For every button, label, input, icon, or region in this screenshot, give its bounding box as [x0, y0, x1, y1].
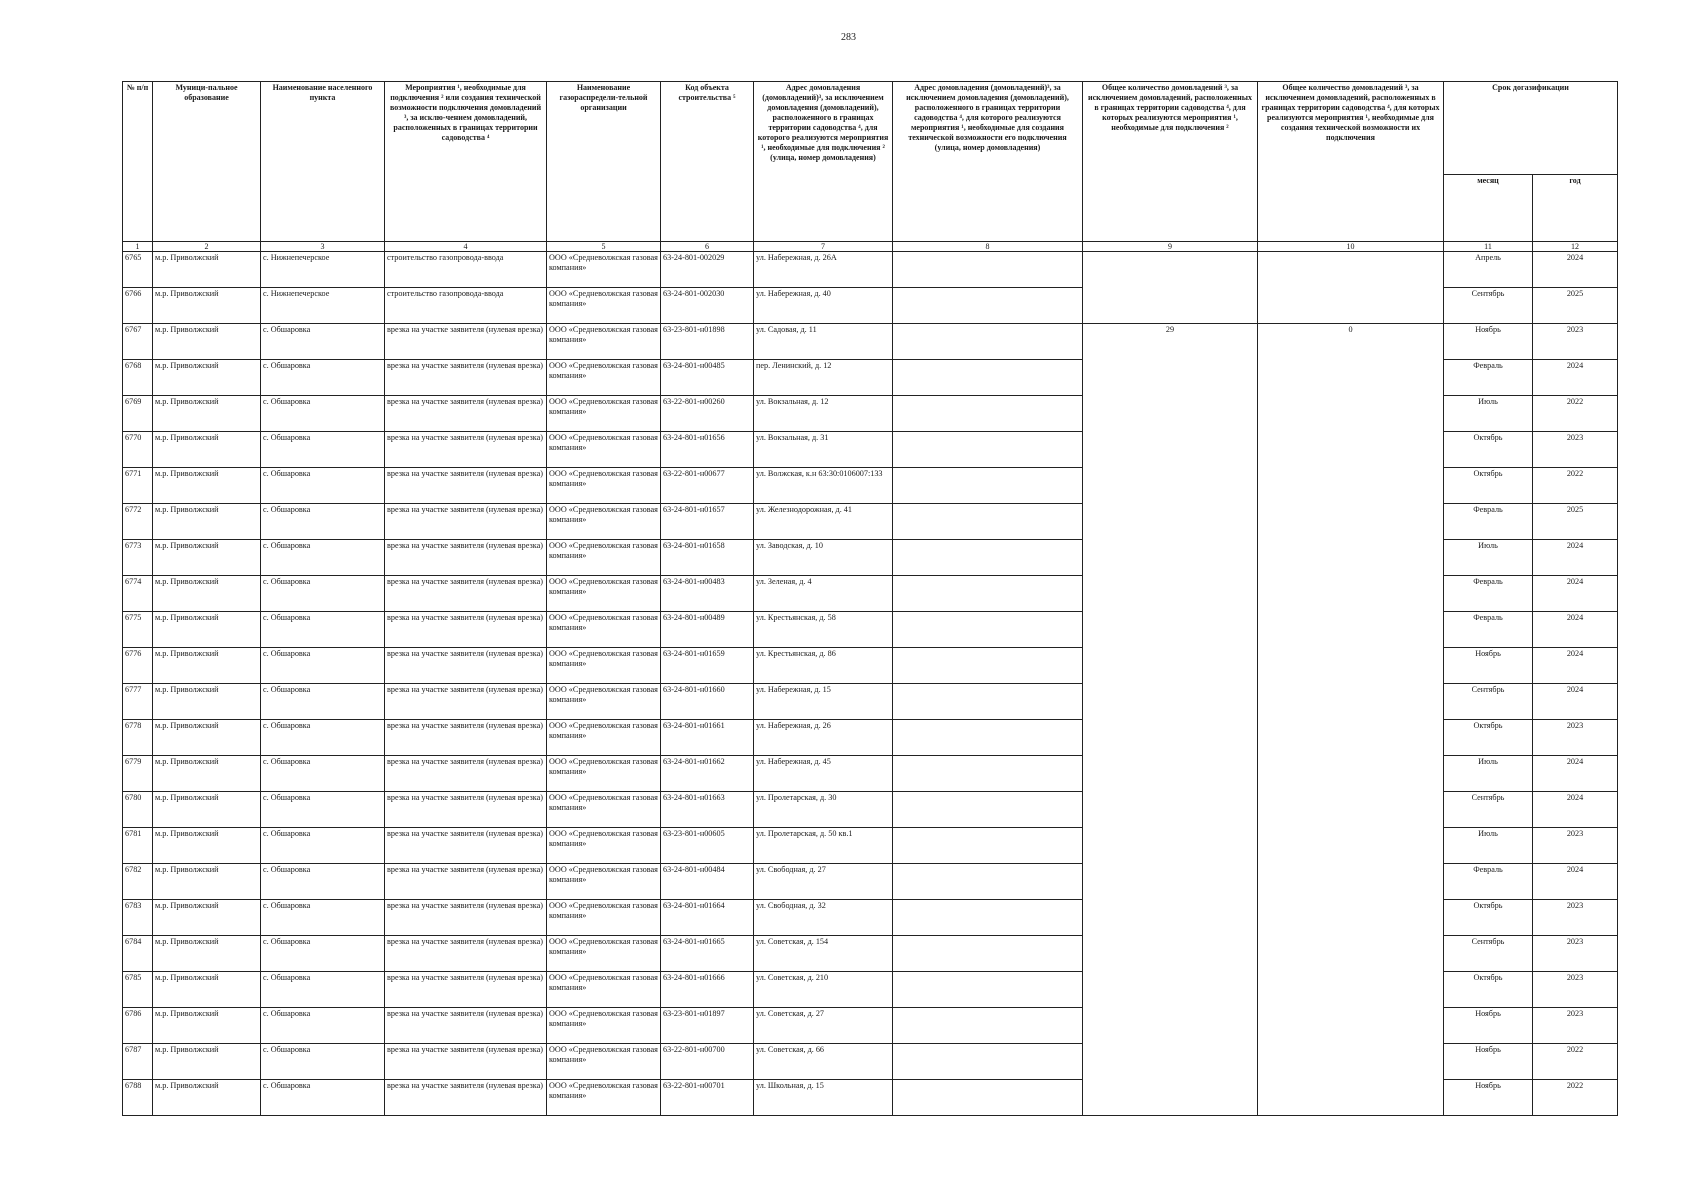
locality-cell: с. Обшаровка	[261, 1080, 385, 1116]
object-code-cell: 63-24-801-002029	[661, 252, 754, 288]
object-code-cell: 63-24-801-н01656	[661, 432, 754, 468]
month-cell: Ноябрь	[1444, 1080, 1533, 1116]
organization-cell: ООО «Средневолжская газовая компания»	[547, 396, 661, 432]
locality-cell: с. Обшаровка	[261, 396, 385, 432]
organization-cell: ООО «Средневолжская газовая компания»	[547, 936, 661, 972]
municipality-cell: м.р. Приволжский	[153, 1008, 261, 1044]
object-code-cell: 63-24-801-н01662	[661, 756, 754, 792]
gasification-register-table	[122, 81, 1618, 1116]
organization-cell: ООО «Средневолжская газовая компания»	[547, 360, 661, 396]
municipality-cell: м.р. Приволжский	[153, 648, 261, 684]
row-number: 6784	[123, 936, 153, 972]
organization-cell: ООО «Средневолжская газовая компания»	[547, 828, 661, 864]
activity-cell: врезка на участке заявителя (нулевая врезка)	[385, 756, 547, 792]
header-address-tech: Адрес домовладения (домовладений)³, за исключением домовладения (домовладений), расположенного в границах территории садоводства ⁴, для которого реализуются мероприятия ¹, необходимые для создания технической возможности его подключения (улица, номер домовладения)	[893, 82, 1083, 242]
month-cell: Ноябрь	[1444, 1008, 1533, 1044]
locality-cell: с. Обшаровка	[261, 576, 385, 612]
activity-cell: врезка на участке заявителя (нулевая врезка)	[385, 504, 547, 540]
month-cell: Октябрь	[1444, 432, 1533, 468]
organization-cell: ООО «Средневолжская газовая компания»	[547, 468, 661, 504]
organization-cell: ООО «Средневолжская газовая компания»	[547, 1080, 661, 1116]
address-cell: ул. Вокзальная, д. 12	[754, 396, 893, 432]
object-code-cell: 63-24-801-н01666	[661, 972, 754, 1008]
locality-cell: с. Обшаровка	[261, 1008, 385, 1044]
address-tech-cell	[893, 252, 1083, 288]
month-cell: Сентябрь	[1444, 684, 1533, 720]
year-cell: 2023	[1533, 936, 1618, 972]
header-count-connection: Общее количество домовладений ³, за исключением домовладений, расположенных в границах территории садоводства ⁴, для которых реализуются мероприятия ¹, необходимые для подключения ²	[1083, 82, 1258, 242]
activity-cell: врезка на участке заявителя (нулевая врезка)	[385, 468, 547, 504]
address-cell: ул. Набережная, д. 40	[754, 288, 893, 324]
column-number: 4	[385, 242, 547, 252]
municipality-cell: м.р. Приволжский	[153, 756, 261, 792]
column-number: 6	[661, 242, 754, 252]
organization-cell: ООО «Средневолжская газовая компания»	[547, 504, 661, 540]
address-tech-cell	[893, 612, 1083, 648]
object-code-cell: 63-22-801-н00260	[661, 396, 754, 432]
address-tech-cell	[893, 864, 1083, 900]
organization-cell: ООО «Средневолжская газовая компания»	[547, 612, 661, 648]
organization-cell: ООО «Средневолжская газовая компания»	[547, 684, 661, 720]
month-cell: Сентябрь	[1444, 288, 1533, 324]
activity-cell: врезка на участке заявителя (нулевая врезка)	[385, 540, 547, 576]
address-cell: ул. Пролетарская, д. 30	[754, 792, 893, 828]
table-row	[123, 252, 1618, 288]
month-cell: Октябрь	[1444, 972, 1533, 1008]
row-number: 6765	[123, 252, 153, 288]
row-number: 6769	[123, 396, 153, 432]
organization-cell: ООО «Средневолжская газовая компания»	[547, 540, 661, 576]
locality-cell: с. Обшаровка	[261, 648, 385, 684]
activity-cell: врезка на участке заявителя (нулевая врезка)	[385, 1008, 547, 1044]
address-cell: ул. Зеленая, д. 4	[754, 576, 893, 612]
row-number: 6783	[123, 900, 153, 936]
address-cell: ул. Волжская, к.н 63:30:0106007:133	[754, 468, 893, 504]
table-header	[123, 82, 1618, 252]
municipality-cell: м.р. Приволжский	[153, 936, 261, 972]
year-cell: 2024	[1533, 684, 1618, 720]
activity-cell: врезка на участке заявителя (нулевая врезка)	[385, 684, 547, 720]
row-number: 6770	[123, 432, 153, 468]
row-number: 6781	[123, 828, 153, 864]
activity-cell: врезка на участке заявителя (нулевая врезка)	[385, 792, 547, 828]
row-number: 6782	[123, 864, 153, 900]
municipality-cell: м.р. Приволжский	[153, 720, 261, 756]
organization-cell: ООО «Средневолжская газовая компания»	[547, 864, 661, 900]
row-number: 6778	[123, 720, 153, 756]
address-tech-cell	[893, 288, 1083, 324]
address-cell: ул. Пролетарская, д. 50 кв.1	[754, 828, 893, 864]
activity-cell: строительство газопровода-ввода	[385, 252, 547, 288]
year-cell: 2024	[1533, 576, 1618, 612]
object-code-cell: 63-24-801-н01663	[661, 792, 754, 828]
row-number: 6786	[123, 1008, 153, 1044]
month-cell: Ноябрь	[1444, 648, 1533, 684]
year-cell: 2024	[1533, 792, 1618, 828]
year-cell: 2022	[1533, 468, 1618, 504]
locality-cell: с. Обшаровка	[261, 540, 385, 576]
locality-cell: с. Обшаровка	[261, 504, 385, 540]
table-row	[123, 324, 1618, 360]
locality-cell: с. Обшаровка	[261, 936, 385, 972]
municipality-cell: м.р. Приволжский	[153, 432, 261, 468]
locality-cell: с. Обшаровка	[261, 468, 385, 504]
object-code-cell: 63-24-801-н01661	[661, 720, 754, 756]
organization-cell: ООО «Средневолжская газовая компания»	[547, 432, 661, 468]
row-number: 6780	[123, 792, 153, 828]
activity-cell: врезка на участке заявителя (нулевая врезка)	[385, 1080, 547, 1116]
count-tech-cell: 0	[1258, 324, 1444, 1116]
header-year: год	[1533, 175, 1618, 242]
address-cell: ул. Железнодорожная, д. 41	[754, 504, 893, 540]
header-row-number: № п/п	[123, 82, 153, 242]
address-tech-cell	[893, 396, 1083, 432]
year-cell: 2025	[1533, 288, 1618, 324]
month-cell: Февраль	[1444, 864, 1533, 900]
month-cell: Октябрь	[1444, 720, 1533, 756]
row-number: 6768	[123, 360, 153, 396]
address-cell: ул. Свободная, д. 32	[754, 900, 893, 936]
address-tech-cell	[893, 576, 1083, 612]
year-cell: 2024	[1533, 360, 1618, 396]
municipality-cell: м.р. Приволжский	[153, 540, 261, 576]
locality-cell: с. Обшаровка	[261, 720, 385, 756]
municipality-cell: м.р. Приволжский	[153, 576, 261, 612]
locality-cell: с. Нижнепечерское	[261, 252, 385, 288]
municipality-cell: м.р. Приволжский	[153, 396, 261, 432]
object-code-cell: 63-24-801-002030	[661, 288, 754, 324]
year-cell: 2024	[1533, 864, 1618, 900]
address-tech-cell	[893, 828, 1083, 864]
column-number: 10	[1258, 242, 1444, 252]
column-number: 5	[547, 242, 661, 252]
address-cell: ул. Набережная, д. 26А	[754, 252, 893, 288]
activity-cell: врезка на участке заявителя (нулевая врезка)	[385, 828, 547, 864]
header-address-connection: Адрес домовладения (домовладений)³, за исключением домовладения (домовладений), расположенного в границах территории садоводства ⁴, для которого реализуются мероприятия ¹, необходимые для подключения ² (улица, номер домовладения)	[754, 82, 893, 242]
address-cell: ул. Набережная, д. 45	[754, 756, 893, 792]
month-cell: Февраль	[1444, 360, 1533, 396]
month-cell: Июль	[1444, 756, 1533, 792]
organization-cell: ООО «Средневолжская газовая компания»	[547, 972, 661, 1008]
organization-cell: ООО «Средневолжская газовая компания»	[547, 324, 661, 360]
activity-cell: врезка на участке заявителя (нулевая врезка)	[385, 576, 547, 612]
address-cell: ул. Набережная, д. 26	[754, 720, 893, 756]
object-code-cell: 63-23-801-н01898	[661, 324, 754, 360]
municipality-cell: м.р. Приволжский	[153, 828, 261, 864]
organization-cell: ООО «Средневолжская газовая компания»	[547, 756, 661, 792]
municipality-cell: м.р. Приволжский	[153, 360, 261, 396]
header-activities: Мероприятия ¹, необходимые для подключения ² или создания технической возможности подключения домовладений ³, за исклю-чением домовладений, расположенных в границах территории садоводства ⁴	[385, 82, 547, 242]
municipality-cell: м.р. Приволжский	[153, 792, 261, 828]
municipality-cell: м.р. Приволжский	[153, 612, 261, 648]
object-code-cell: 63-23-801-н01897	[661, 1008, 754, 1044]
object-code-cell: 63-24-801-н00484	[661, 864, 754, 900]
object-code-cell: 63-24-801-н01658	[661, 540, 754, 576]
year-cell: 2025	[1533, 504, 1618, 540]
row-number: 6773	[123, 540, 153, 576]
address-tech-cell	[893, 360, 1083, 396]
activity-cell: врезка на участке заявителя (нулевая врезка)	[385, 900, 547, 936]
month-cell: Июль	[1444, 540, 1533, 576]
row-number: 6777	[123, 684, 153, 720]
count-connection-cell: 29	[1083, 324, 1258, 1116]
activity-cell: врезка на участке заявителя (нулевая врезка)	[385, 1044, 547, 1080]
activity-cell: врезка на участке заявителя (нулевая врезка)	[385, 324, 547, 360]
organization-cell: ООО «Средневолжская газовая компания»	[547, 576, 661, 612]
column-number: 11	[1444, 242, 1533, 252]
object-code-cell: 63-22-801-н00700	[661, 1044, 754, 1080]
organization-cell: ООО «Средневолжская газовая компания»	[547, 1008, 661, 1044]
month-cell: Июль	[1444, 828, 1533, 864]
address-cell: ул. Крестьянская, д. 86	[754, 648, 893, 684]
address-tech-cell	[893, 756, 1083, 792]
activity-cell: врезка на участке заявителя (нулевая врезка)	[385, 936, 547, 972]
header-municipality: Муници-пальное образование	[153, 82, 261, 242]
organization-cell: ООО «Средневолжская газовая компания»	[547, 252, 661, 288]
row-number: 6771	[123, 468, 153, 504]
address-tech-cell	[893, 684, 1083, 720]
month-cell: Апрель	[1444, 252, 1533, 288]
address-cell: ул. Вокзальная, д. 31	[754, 432, 893, 468]
row-number: 6767	[123, 324, 153, 360]
column-number: 7	[754, 242, 893, 252]
address-tech-cell	[893, 504, 1083, 540]
address-tech-cell	[893, 1044, 1083, 1080]
organization-cell: ООО «Средневолжская газовая компания»	[547, 900, 661, 936]
column-number: 2	[153, 242, 261, 252]
address-cell: ул. Крестьянская, д. 58	[754, 612, 893, 648]
locality-cell: с. Обшаровка	[261, 900, 385, 936]
month-cell: Февраль	[1444, 504, 1533, 540]
activity-cell: врезка на участке заявителя (нулевая врезка)	[385, 972, 547, 1008]
object-code-cell: 63-24-801-н01657	[661, 504, 754, 540]
object-code-cell: 63-24-801-н00483	[661, 576, 754, 612]
year-cell: 2022	[1533, 1044, 1618, 1080]
object-code-cell: 63-23-801-н00605	[661, 828, 754, 864]
address-tech-cell	[893, 468, 1083, 504]
municipality-cell: м.р. Приволжский	[153, 288, 261, 324]
locality-cell: с. Обшаровка	[261, 828, 385, 864]
row-number: 6787	[123, 1044, 153, 1080]
activity-cell: врезка на участке заявителя (нулевая врезка)	[385, 360, 547, 396]
activity-cell: врезка на участке заявителя (нулевая врезка)	[385, 432, 547, 468]
year-cell: 2024	[1533, 252, 1618, 288]
address-cell: ул. Свободная, д. 27	[754, 864, 893, 900]
header-month: месяц	[1444, 175, 1533, 242]
year-cell: 2022	[1533, 1080, 1618, 1116]
municipality-cell: м.р. Приволжский	[153, 324, 261, 360]
month-cell: Февраль	[1444, 612, 1533, 648]
column-number: 1	[123, 242, 153, 252]
municipality-cell: м.р. Приволжский	[153, 1080, 261, 1116]
locality-cell: с. Обшаровка	[261, 864, 385, 900]
municipality-cell: м.р. Приволжский	[153, 900, 261, 936]
activity-cell: врезка на участке заявителя (нулевая врезка)	[385, 864, 547, 900]
column-number: 12	[1533, 242, 1618, 252]
year-cell: 2024	[1533, 540, 1618, 576]
row-number: 6766	[123, 288, 153, 324]
row-number: 6775	[123, 612, 153, 648]
address-tech-cell	[893, 972, 1083, 1008]
header-gasification-term: Срок догазификации	[1444, 82, 1618, 175]
year-cell: 2023	[1533, 720, 1618, 756]
locality-cell: с. Обшаровка	[261, 792, 385, 828]
header-object-code: Код объекта строительства ⁵	[661, 82, 754, 242]
year-cell: 2023	[1533, 828, 1618, 864]
address-cell: ул. Советская, д. 210	[754, 972, 893, 1008]
month-cell: Октябрь	[1444, 468, 1533, 504]
address-cell: ул. Советская, д. 27	[754, 1008, 893, 1044]
month-cell: Февраль	[1444, 576, 1533, 612]
organization-cell: ООО «Средневолжская газовая компания»	[547, 1044, 661, 1080]
municipality-cell: м.р. Приволжский	[153, 972, 261, 1008]
year-cell: 2024	[1533, 756, 1618, 792]
column-number: 8	[893, 242, 1083, 252]
year-cell: 2024	[1533, 612, 1618, 648]
locality-cell: с. Обшаровка	[261, 432, 385, 468]
locality-cell: с. Обшаровка	[261, 1044, 385, 1080]
year-cell: 2023	[1533, 432, 1618, 468]
locality-cell: с. Обшаровка	[261, 756, 385, 792]
count-tech-cell	[1258, 252, 1444, 324]
address-tech-cell	[893, 792, 1083, 828]
address-cell: ул. Советская, д. 66	[754, 1044, 893, 1080]
address-tech-cell	[893, 432, 1083, 468]
locality-cell: с. Обшаровка	[261, 612, 385, 648]
address-tech-cell	[893, 540, 1083, 576]
page-number: 283	[841, 32, 856, 43]
object-code-cell: 63-24-801-н01664	[661, 900, 754, 936]
address-tech-cell	[893, 1080, 1083, 1116]
activity-cell: врезка на участке заявителя (нулевая врезка)	[385, 396, 547, 432]
object-code-cell: 63-22-801-н00701	[661, 1080, 754, 1116]
object-code-cell: 63-24-801-н01660	[661, 684, 754, 720]
column-number: 3	[261, 242, 385, 252]
organization-cell: ООО «Средневолжская газовая компания»	[547, 288, 661, 324]
locality-cell: с. Обшаровка	[261, 684, 385, 720]
row-number: 6774	[123, 576, 153, 612]
address-cell: ул. Школьная, д. 15	[754, 1080, 893, 1116]
address-cell: пер. Ленинский, д. 12	[754, 360, 893, 396]
municipality-cell: м.р. Приволжский	[153, 504, 261, 540]
header-organization: Наименование газораспредели-тельной организации	[547, 82, 661, 242]
year-cell: 2022	[1533, 396, 1618, 432]
row-number: 6776	[123, 648, 153, 684]
year-cell: 2023	[1533, 1008, 1618, 1044]
month-cell: Ноябрь	[1444, 1044, 1533, 1080]
address-tech-cell	[893, 936, 1083, 972]
object-code-cell: 63-24-801-н01665	[661, 936, 754, 972]
address-cell: ул. Садовая, д. 11	[754, 324, 893, 360]
address-cell: ул. Набережная, д. 15	[754, 684, 893, 720]
row-number: 6785	[123, 972, 153, 1008]
year-cell: 2023	[1533, 972, 1618, 1008]
column-number: 9	[1083, 242, 1258, 252]
row-number: 6788	[123, 1080, 153, 1116]
address-cell: ул. Заводская, д. 10	[754, 540, 893, 576]
municipality-cell: м.р. Приволжский	[153, 864, 261, 900]
row-number: 6779	[123, 756, 153, 792]
object-code-cell: 63-24-801-н01659	[661, 648, 754, 684]
address-tech-cell	[893, 1008, 1083, 1044]
locality-cell: с. Нижнепечерское	[261, 288, 385, 324]
organization-cell: ООО «Средневолжская газовая компания»	[547, 648, 661, 684]
row-number: 6772	[123, 504, 153, 540]
year-cell: 2023	[1533, 324, 1618, 360]
column-numbers-row	[123, 242, 1618, 252]
month-cell: Октябрь	[1444, 900, 1533, 936]
count-connection-cell	[1083, 252, 1258, 324]
address-cell: ул. Советская, д. 154	[754, 936, 893, 972]
municipality-cell: м.р. Приволжский	[153, 252, 261, 288]
month-cell: Сентябрь	[1444, 936, 1533, 972]
month-cell: Ноябрь	[1444, 324, 1533, 360]
address-tech-cell	[893, 900, 1083, 936]
address-tech-cell	[893, 324, 1083, 360]
month-cell: Июль	[1444, 396, 1533, 432]
header-count-tech: Общее количество домовладений ³, за исключением домовладений, расположенных в границах территории садоводства ⁴, для которых реализуются мероприятия ¹, необходимые для создания технической возможности их подключения	[1258, 82, 1444, 242]
locality-cell: с. Обшаровка	[261, 972, 385, 1008]
address-tech-cell	[893, 648, 1083, 684]
year-cell: 2023	[1533, 900, 1618, 936]
header-locality: Наименование населенного пункта	[261, 82, 385, 242]
year-cell: 2024	[1533, 648, 1618, 684]
municipality-cell: м.р. Приволжский	[153, 468, 261, 504]
activity-cell: врезка на участке заявителя (нулевая врезка)	[385, 720, 547, 756]
municipality-cell: м.р. Приволжский	[153, 1044, 261, 1080]
object-code-cell: 63-22-801-н00677	[661, 468, 754, 504]
month-cell: Сентябрь	[1444, 792, 1533, 828]
municipality-cell: м.р. Приволжский	[153, 684, 261, 720]
activity-cell: строительство газопровода-ввода	[385, 288, 547, 324]
object-code-cell: 63-24-801-н00485	[661, 360, 754, 396]
organization-cell: ООО «Средневолжская газовая компания»	[547, 720, 661, 756]
organization-cell: ООО «Средневолжская газовая компания»	[547, 792, 661, 828]
locality-cell: с. Обшаровка	[261, 324, 385, 360]
locality-cell: с. Обшаровка	[261, 360, 385, 396]
table-body	[123, 252, 1618, 1116]
activity-cell: врезка на участке заявителя (нулевая врезка)	[385, 648, 547, 684]
activity-cell: врезка на участке заявителя (нулевая врезка)	[385, 612, 547, 648]
object-code-cell: 63-24-801-н00489	[661, 612, 754, 648]
address-tech-cell	[893, 720, 1083, 756]
